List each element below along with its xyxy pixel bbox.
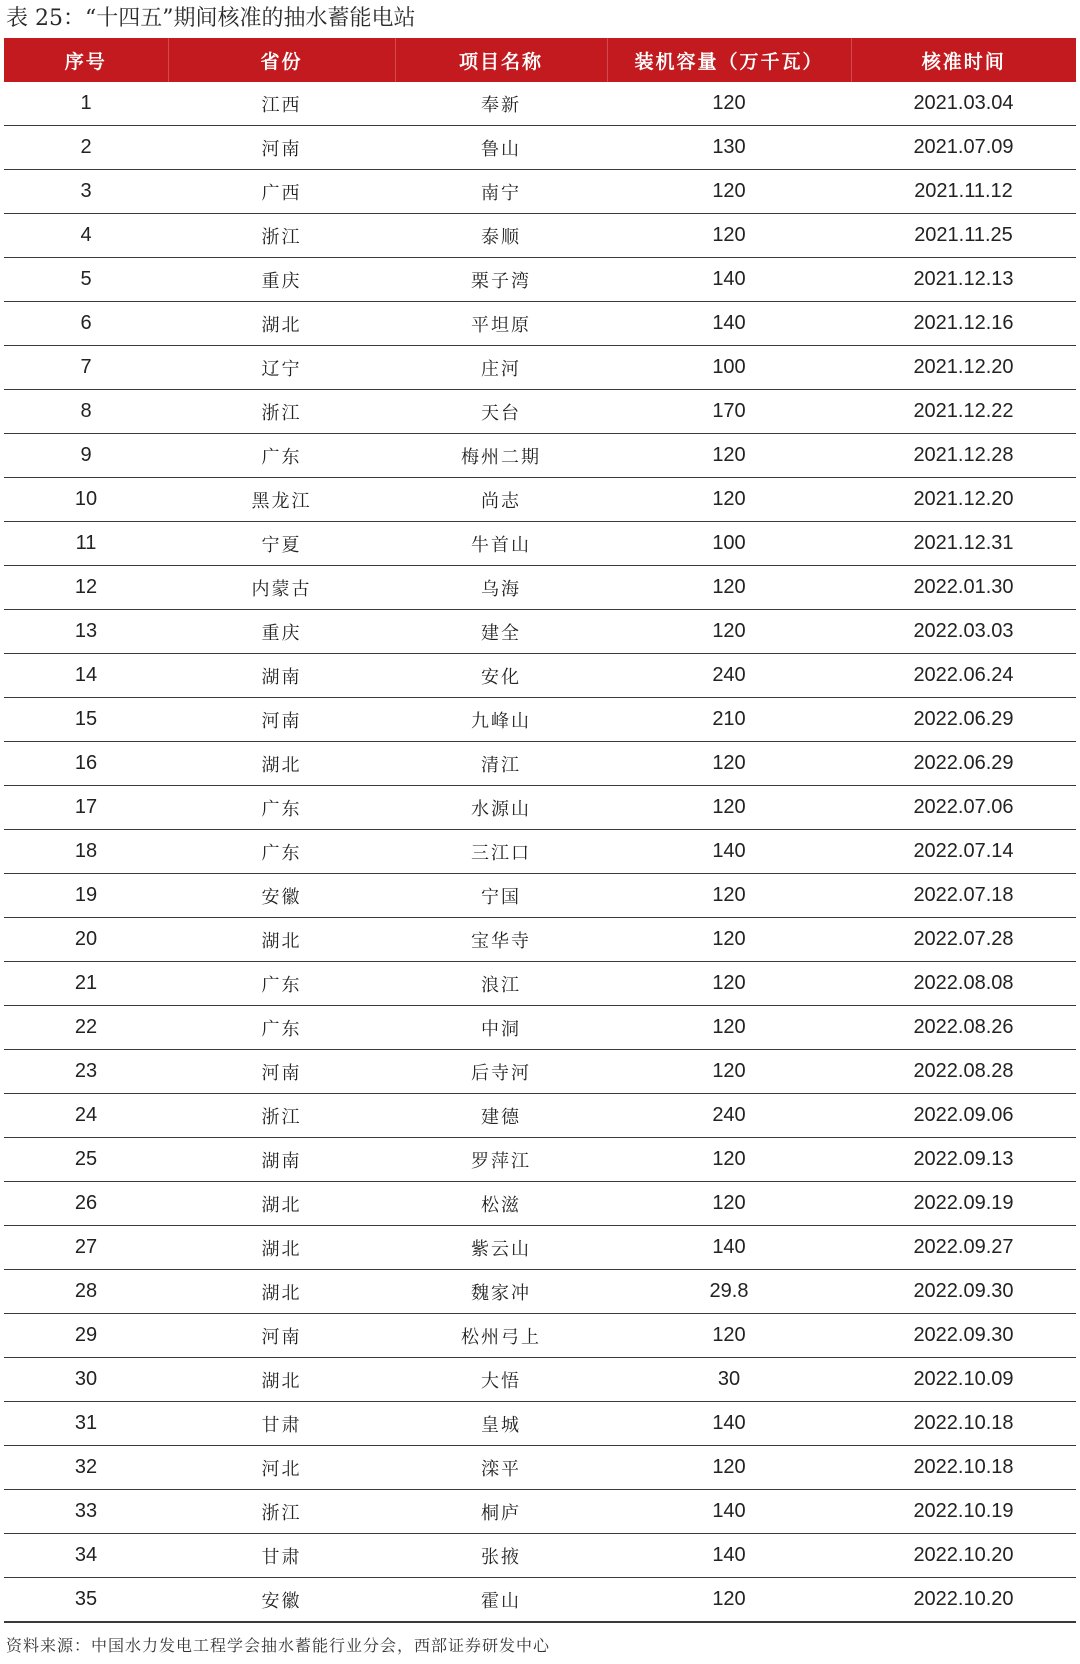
cell-project-name: 天台 xyxy=(395,390,607,434)
cell-province: 广东 xyxy=(168,830,395,874)
cell-index: 4 xyxy=(4,214,168,258)
cell-capacity: 120 xyxy=(607,1578,851,1623)
cell-approval-date: 2022.09.30 xyxy=(851,1270,1076,1314)
cell-province: 湖北 xyxy=(168,1358,395,1402)
cell-project-name: 建德 xyxy=(395,1094,607,1138)
table-row xyxy=(4,1402,1076,1446)
cell-capacity: 30 xyxy=(607,1358,851,1402)
cell-index: 14 xyxy=(4,654,168,698)
cell-capacity: 120 xyxy=(607,214,851,258)
table-row xyxy=(4,346,1076,390)
cell-capacity: 140 xyxy=(607,1490,851,1534)
cell-province: 广东 xyxy=(168,962,395,1006)
cell-approval-date: 2022.07.28 xyxy=(851,918,1076,962)
cell-province: 湖北 xyxy=(168,1270,395,1314)
cell-approval-date: 2021.12.28 xyxy=(851,434,1076,478)
cell-index: 24 xyxy=(4,1094,168,1138)
table-row xyxy=(4,258,1076,302)
cell-project-name: 三江口 xyxy=(395,830,607,874)
cell-index: 21 xyxy=(4,962,168,1006)
cell-project-name: 安化 xyxy=(395,654,607,698)
cell-capacity: 120 xyxy=(607,610,851,654)
cell-capacity: 140 xyxy=(607,830,851,874)
table-row xyxy=(4,1182,1076,1226)
cell-province: 湖南 xyxy=(168,1138,395,1182)
cell-capacity: 120 xyxy=(607,478,851,522)
cell-capacity: 140 xyxy=(607,1226,851,1270)
cell-index: 25 xyxy=(4,1138,168,1182)
cell-index: 13 xyxy=(4,610,168,654)
cell-project-name: 泰顺 xyxy=(395,214,607,258)
cell-approval-date: 2021.07.09 xyxy=(851,126,1076,170)
cell-project-name: 九峰山 xyxy=(395,698,607,742)
cell-province: 浙江 xyxy=(168,214,395,258)
cell-project-name: 宝华寺 xyxy=(395,918,607,962)
table-row xyxy=(4,1490,1076,1534)
table-row xyxy=(4,1226,1076,1270)
cell-index: 23 xyxy=(4,1050,168,1094)
cell-approval-date: 2022.09.27 xyxy=(851,1226,1076,1270)
cell-province: 安徽 xyxy=(168,1578,395,1623)
cell-index: 28 xyxy=(4,1270,168,1314)
table-row xyxy=(4,126,1076,170)
cell-province: 浙江 xyxy=(168,1094,395,1138)
cell-capacity: 140 xyxy=(607,302,851,346)
cell-province: 广东 xyxy=(168,434,395,478)
header-index: 序号 xyxy=(4,38,168,82)
cell-province: 浙江 xyxy=(168,390,395,434)
cell-project-name: 松滋 xyxy=(395,1182,607,1226)
cell-index: 6 xyxy=(4,302,168,346)
cell-approval-date: 2022.09.30 xyxy=(851,1314,1076,1358)
cell-approval-date: 2021.11.12 xyxy=(851,170,1076,214)
cell-capacity: 120 xyxy=(607,918,851,962)
table-row xyxy=(4,1006,1076,1050)
table-header xyxy=(4,38,1076,82)
table-row xyxy=(4,434,1076,478)
cell-project-name: 奉新 xyxy=(395,82,607,126)
cell-approval-date: 2022.10.18 xyxy=(851,1446,1076,1490)
cell-approval-date: 2022.08.26 xyxy=(851,1006,1076,1050)
cell-approval-date: 2021.03.04 xyxy=(851,82,1076,126)
cell-project-name: 滦平 xyxy=(395,1446,607,1490)
cell-capacity: 120 xyxy=(607,1314,851,1358)
cell-capacity: 210 xyxy=(607,698,851,742)
cell-province: 河南 xyxy=(168,126,395,170)
cell-approval-date: 2022.09.19 xyxy=(851,1182,1076,1226)
cell-project-name: 庄河 xyxy=(395,346,607,390)
cell-approval-date: 2021.12.13 xyxy=(851,258,1076,302)
header-province: 省份 xyxy=(168,38,395,82)
table-body xyxy=(4,82,1076,1622)
cell-capacity: 120 xyxy=(607,1006,851,1050)
cell-capacity: 170 xyxy=(607,390,851,434)
cell-project-name: 皇城 xyxy=(395,1402,607,1446)
cell-capacity: 29.8 xyxy=(607,1270,851,1314)
cell-index: 33 xyxy=(4,1490,168,1534)
cell-project-name: 南宁 xyxy=(395,170,607,214)
cell-index: 35 xyxy=(4,1578,168,1623)
cell-project-name: 栗子湾 xyxy=(395,258,607,302)
cell-project-name: 紫云山 xyxy=(395,1226,607,1270)
cell-project-name: 松州弓上 xyxy=(395,1314,607,1358)
table-row xyxy=(4,1050,1076,1094)
table-row xyxy=(4,962,1076,1006)
table-row xyxy=(4,654,1076,698)
cell-province: 河南 xyxy=(168,698,395,742)
cell-capacity: 120 xyxy=(607,874,851,918)
cell-approval-date: 2022.08.08 xyxy=(851,962,1076,1006)
cell-province: 内蒙古 xyxy=(168,566,395,610)
table-row xyxy=(4,742,1076,786)
cell-index: 31 xyxy=(4,1402,168,1446)
cell-index: 22 xyxy=(4,1006,168,1050)
cell-index: 3 xyxy=(4,170,168,214)
cell-province: 重庆 xyxy=(168,610,395,654)
cell-approval-date: 2022.07.06 xyxy=(851,786,1076,830)
cell-index: 12 xyxy=(4,566,168,610)
cell-index: 20 xyxy=(4,918,168,962)
cell-project-name: 宁国 xyxy=(395,874,607,918)
table-row xyxy=(4,610,1076,654)
cell-project-name: 乌海 xyxy=(395,566,607,610)
cell-index: 26 xyxy=(4,1182,168,1226)
cell-index: 8 xyxy=(4,390,168,434)
table-row xyxy=(4,390,1076,434)
cell-approval-date: 2021.12.16 xyxy=(851,302,1076,346)
table-row xyxy=(4,786,1076,830)
cell-project-name: 平坦原 xyxy=(395,302,607,346)
cell-approval-date: 2022.06.29 xyxy=(851,742,1076,786)
cell-province: 浙江 xyxy=(168,1490,395,1534)
cell-index: 32 xyxy=(4,1446,168,1490)
cell-approval-date: 2022.10.19 xyxy=(851,1490,1076,1534)
cell-capacity: 140 xyxy=(607,1534,851,1578)
table-row xyxy=(4,1358,1076,1402)
cell-province: 宁夏 xyxy=(168,522,395,566)
cell-index: 29 xyxy=(4,1314,168,1358)
cell-project-name: 梅州二期 xyxy=(395,434,607,478)
table-row xyxy=(4,1578,1076,1623)
cell-province: 湖北 xyxy=(168,1182,395,1226)
cell-province: 湖北 xyxy=(168,918,395,962)
header-capacity: 装机容量（万千瓦） xyxy=(607,38,851,82)
cell-approval-date: 2022.06.29 xyxy=(851,698,1076,742)
cell-index: 27 xyxy=(4,1226,168,1270)
cell-approval-date: 2022.03.03 xyxy=(851,610,1076,654)
cell-project-name: 霍山 xyxy=(395,1578,607,1623)
table-row xyxy=(4,82,1076,126)
cell-index: 34 xyxy=(4,1534,168,1578)
cell-province: 河南 xyxy=(168,1314,395,1358)
cell-capacity: 140 xyxy=(607,1402,851,1446)
cell-province: 湖北 xyxy=(168,302,395,346)
cell-capacity: 120 xyxy=(607,1050,851,1094)
cell-project-name: 罗萍江 xyxy=(395,1138,607,1182)
table-row xyxy=(4,214,1076,258)
cell-capacity: 120 xyxy=(607,962,851,1006)
cell-province: 江西 xyxy=(168,82,395,126)
cell-project-name: 中洞 xyxy=(395,1006,607,1050)
cell-project-name: 张掖 xyxy=(395,1534,607,1578)
cell-approval-date: 2022.09.06 xyxy=(851,1094,1076,1138)
cell-province: 河南 xyxy=(168,1050,395,1094)
cell-province: 湖南 xyxy=(168,654,395,698)
table-row xyxy=(4,1446,1076,1490)
cell-capacity: 120 xyxy=(607,566,851,610)
cell-approval-date: 2022.01.30 xyxy=(851,566,1076,610)
cell-capacity: 240 xyxy=(607,654,851,698)
header-project-name: 项目名称 xyxy=(395,38,607,82)
cell-approval-date: 2022.10.09 xyxy=(851,1358,1076,1402)
cell-approval-date: 2022.10.20 xyxy=(851,1534,1076,1578)
cell-capacity: 120 xyxy=(607,1446,851,1490)
header-approval-date: 核准时间 xyxy=(851,38,1076,82)
cell-province: 湖北 xyxy=(168,1226,395,1270)
cell-index: 16 xyxy=(4,742,168,786)
stations-table-container xyxy=(4,38,1076,1623)
table-row xyxy=(4,1094,1076,1138)
table-row xyxy=(4,1138,1076,1182)
cell-project-name: 魏家冲 xyxy=(395,1270,607,1314)
cell-capacity: 130 xyxy=(607,126,851,170)
cell-approval-date: 2021.12.20 xyxy=(851,346,1076,390)
cell-capacity: 120 xyxy=(607,434,851,478)
cell-project-name: 尚志 xyxy=(395,478,607,522)
cell-project-name: 水源山 xyxy=(395,786,607,830)
table-title: 表 25：“十四五”期间核准的抽水蓄能电站 xyxy=(6,6,416,31)
table-row xyxy=(4,918,1076,962)
cell-index: 10 xyxy=(4,478,168,522)
cell-province: 河北 xyxy=(168,1446,395,1490)
table-row xyxy=(4,1314,1076,1358)
cell-approval-date: 2022.08.28 xyxy=(851,1050,1076,1094)
table-row xyxy=(4,1534,1076,1578)
cell-capacity: 120 xyxy=(607,742,851,786)
cell-index: 17 xyxy=(4,786,168,830)
cell-project-name: 大悟 xyxy=(395,1358,607,1402)
cell-index: 15 xyxy=(4,698,168,742)
cell-province: 甘肃 xyxy=(168,1402,395,1446)
table-row xyxy=(4,698,1076,742)
cell-province: 甘肃 xyxy=(168,1534,395,1578)
cell-capacity: 100 xyxy=(607,346,851,390)
cell-project-name: 牛首山 xyxy=(395,522,607,566)
cell-approval-date: 2022.07.18 xyxy=(851,874,1076,918)
cell-approval-date: 2022.07.14 xyxy=(851,830,1076,874)
source-note: 资料来源：中国水力发电工程学会抽水蓄能行业分会，西部证券研发中心 xyxy=(6,1636,551,1655)
cell-capacity: 120 xyxy=(607,1138,851,1182)
cell-project-name: 桐庐 xyxy=(395,1490,607,1534)
table-row xyxy=(4,170,1076,214)
cell-capacity: 140 xyxy=(607,258,851,302)
cell-province: 湖北 xyxy=(168,742,395,786)
cell-approval-date: 2022.09.13 xyxy=(851,1138,1076,1182)
cell-approval-date: 2021.12.31 xyxy=(851,522,1076,566)
header-row xyxy=(4,38,1076,82)
cell-index: 9 xyxy=(4,434,168,478)
cell-province: 辽宁 xyxy=(168,346,395,390)
cell-index: 2 xyxy=(4,126,168,170)
table-row xyxy=(4,874,1076,918)
cell-capacity: 240 xyxy=(607,1094,851,1138)
cell-capacity: 100 xyxy=(607,522,851,566)
cell-capacity: 120 xyxy=(607,786,851,830)
cell-index: 11 xyxy=(4,522,168,566)
table-row xyxy=(4,830,1076,874)
cell-index: 18 xyxy=(4,830,168,874)
stations-table xyxy=(4,38,1076,1623)
table-row xyxy=(4,566,1076,610)
cell-province: 广东 xyxy=(168,1006,395,1050)
cell-capacity: 120 xyxy=(607,1182,851,1226)
cell-approval-date: 2022.10.18 xyxy=(851,1402,1076,1446)
table-row xyxy=(4,522,1076,566)
cell-capacity: 120 xyxy=(607,82,851,126)
cell-province: 广东 xyxy=(168,786,395,830)
cell-index: 7 xyxy=(4,346,168,390)
table-row xyxy=(4,302,1076,346)
cell-approval-date: 2021.12.20 xyxy=(851,478,1076,522)
cell-province: 安徽 xyxy=(168,874,395,918)
cell-index: 30 xyxy=(4,1358,168,1402)
cell-project-name: 后寺河 xyxy=(395,1050,607,1094)
cell-approval-date: 2022.10.20 xyxy=(851,1578,1076,1623)
cell-approval-date: 2021.12.22 xyxy=(851,390,1076,434)
cell-project-name: 鲁山 xyxy=(395,126,607,170)
cell-capacity: 120 xyxy=(607,170,851,214)
cell-province: 广西 xyxy=(168,170,395,214)
cell-province: 重庆 xyxy=(168,258,395,302)
cell-index: 19 xyxy=(4,874,168,918)
cell-approval-date: 2021.11.25 xyxy=(851,214,1076,258)
cell-index: 5 xyxy=(4,258,168,302)
cell-project-name: 浪江 xyxy=(395,962,607,1006)
cell-approval-date: 2022.06.24 xyxy=(851,654,1076,698)
cell-project-name: 建全 xyxy=(395,610,607,654)
cell-project-name: 清江 xyxy=(395,742,607,786)
cell-province: 黑龙江 xyxy=(168,478,395,522)
table-row xyxy=(4,1270,1076,1314)
table-row xyxy=(4,478,1076,522)
cell-index: 1 xyxy=(4,82,168,126)
